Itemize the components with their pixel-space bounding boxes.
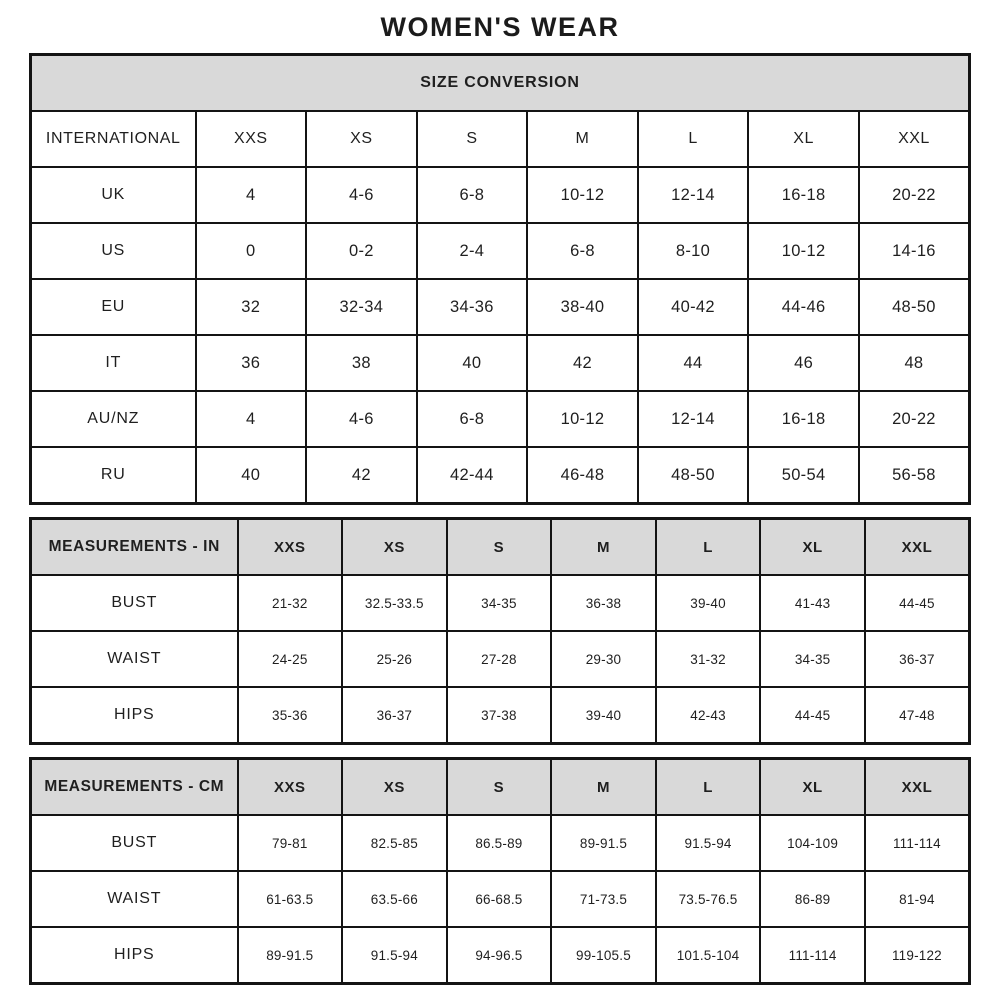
value-cell: 40-42 xyxy=(638,279,749,335)
value-cell: 36 xyxy=(196,335,307,391)
value-cell: 36-37 xyxy=(865,631,970,687)
value-cell: 4 xyxy=(196,391,307,447)
value-cell: 16-18 xyxy=(748,391,859,447)
page-title: WOMEN'S WEAR xyxy=(380,12,620,42)
value-cell: 89-91.5 xyxy=(551,815,656,871)
size-column-header: XL xyxy=(748,111,859,167)
value-cell: 35-36 xyxy=(238,687,343,744)
table-row xyxy=(31,391,970,447)
value-cell: 20-22 xyxy=(859,167,970,223)
size-column-header: XXL xyxy=(865,759,970,816)
value-cell: 56-58 xyxy=(859,447,970,504)
size-column-header: L xyxy=(638,111,749,167)
value-cell: 61-63.5 xyxy=(238,871,343,927)
row-label: WAIST xyxy=(31,631,238,687)
value-cell: 40 xyxy=(417,335,528,391)
measurements-in-table xyxy=(29,517,971,745)
row-label: AU/NZ xyxy=(31,391,196,447)
value-cell: 111-114 xyxy=(760,927,865,984)
size-conversion-table xyxy=(29,53,971,505)
measurements-cm-header-label: MEASUREMENTS - CM xyxy=(31,759,238,816)
measurements-cm-header-row xyxy=(31,759,970,816)
value-cell: 32-34 xyxy=(306,279,417,335)
value-cell: 91.5-94 xyxy=(656,815,761,871)
row-label: US xyxy=(31,223,196,279)
value-cell: 8-10 xyxy=(638,223,749,279)
value-cell: 4-6 xyxy=(306,167,417,223)
row-label: IT xyxy=(31,335,196,391)
size-conversion-banner-row xyxy=(31,55,970,112)
value-cell: 119-122 xyxy=(865,927,970,984)
value-cell: 10-12 xyxy=(748,223,859,279)
value-cell: 25-26 xyxy=(342,631,447,687)
size-column-header: M xyxy=(551,519,656,576)
value-cell: 82.5-85 xyxy=(342,815,447,871)
size-column-header: M xyxy=(551,759,656,816)
size-column-header: XS xyxy=(342,519,447,576)
measurements-in-header-row xyxy=(31,519,970,576)
value-cell: 42-43 xyxy=(656,687,761,744)
size-column-header: M xyxy=(527,111,638,167)
size-column-header: S xyxy=(447,519,552,576)
table-row xyxy=(31,223,970,279)
value-cell: 48-50 xyxy=(638,447,749,504)
value-cell: 21-32 xyxy=(238,575,343,631)
row-label: BUST xyxy=(31,575,238,631)
size-column-header: XL xyxy=(760,759,865,816)
size-column-header: XXL xyxy=(859,111,970,167)
value-cell: 39-40 xyxy=(551,687,656,744)
size-column-header: XXS xyxy=(238,759,343,816)
size-column-header: S xyxy=(447,759,552,816)
table-row xyxy=(31,447,970,504)
value-cell: 29-30 xyxy=(551,631,656,687)
value-cell: 16-18 xyxy=(748,167,859,223)
size-column-header: XXS xyxy=(196,111,307,167)
table-row xyxy=(31,631,970,687)
value-cell: 66-68.5 xyxy=(447,871,552,927)
value-cell: 44-45 xyxy=(865,575,970,631)
measurements-cm-table xyxy=(29,757,971,985)
value-cell: 0-2 xyxy=(306,223,417,279)
value-cell: 36-38 xyxy=(551,575,656,631)
size-column-header: S xyxy=(417,111,528,167)
value-cell: 6-8 xyxy=(417,167,528,223)
value-cell: 4-6 xyxy=(306,391,417,447)
measurements-cm-table-host xyxy=(29,757,971,985)
value-cell: 27-28 xyxy=(447,631,552,687)
value-cell: 20-22 xyxy=(859,391,970,447)
value-cell: 34-35 xyxy=(760,631,865,687)
size-conversion-banner: SIZE CONVERSION xyxy=(31,55,970,112)
value-cell: 63.5-66 xyxy=(342,871,447,927)
value-cell: 42 xyxy=(306,447,417,504)
table-row xyxy=(31,687,970,744)
measurements-in-header-label: MEASUREMENTS - IN xyxy=(31,519,238,576)
table-row xyxy=(31,167,970,223)
value-cell: 38 xyxy=(306,335,417,391)
row-label: HIPS xyxy=(31,687,238,744)
value-cell: 44-46 xyxy=(748,279,859,335)
value-cell: 111-114 xyxy=(865,815,970,871)
table-row xyxy=(31,335,970,391)
value-cell: 86-89 xyxy=(760,871,865,927)
size-chart-sheet xyxy=(29,0,971,985)
value-cell: 81-94 xyxy=(865,871,970,927)
value-cell: 31-32 xyxy=(656,631,761,687)
value-cell: 40 xyxy=(196,447,307,504)
value-cell: 4 xyxy=(196,167,307,223)
value-cell: 32.5-33.5 xyxy=(342,575,447,631)
value-cell: 2-4 xyxy=(417,223,528,279)
value-cell: 99-105.5 xyxy=(551,927,656,984)
row-label: RU xyxy=(31,447,196,504)
size-column-header: XXL xyxy=(865,519,970,576)
value-cell: 101.5-104 xyxy=(656,927,761,984)
size-column-header: XL xyxy=(760,519,865,576)
row-label: WAIST xyxy=(31,871,238,927)
value-cell: 12-14 xyxy=(638,167,749,223)
value-cell: 36-37 xyxy=(342,687,447,744)
value-cell: 46-48 xyxy=(527,447,638,504)
table-row xyxy=(31,927,970,984)
value-cell: 86.5-89 xyxy=(447,815,552,871)
value-cell: 44-45 xyxy=(760,687,865,744)
value-cell: 47-48 xyxy=(865,687,970,744)
value-cell: 44 xyxy=(638,335,749,391)
row-label: BUST xyxy=(31,815,238,871)
value-cell: 38-40 xyxy=(527,279,638,335)
value-cell: 42-44 xyxy=(417,447,528,504)
table-row xyxy=(31,279,970,335)
value-cell: 50-54 xyxy=(748,447,859,504)
value-cell: 6-8 xyxy=(417,391,528,447)
size-column-header: L xyxy=(656,759,761,816)
value-cell: 104-109 xyxy=(760,815,865,871)
size-conversion-header-label: INTERNATIONAL xyxy=(31,111,196,167)
value-cell: 46 xyxy=(748,335,859,391)
value-cell: 79-81 xyxy=(238,815,343,871)
value-cell: 39-40 xyxy=(656,575,761,631)
size-column-header: XS xyxy=(306,111,417,167)
value-cell: 48-50 xyxy=(859,279,970,335)
value-cell: 91.5-94 xyxy=(342,927,447,984)
value-cell: 94-96.5 xyxy=(447,927,552,984)
value-cell: 37-38 xyxy=(447,687,552,744)
value-cell: 6-8 xyxy=(527,223,638,279)
value-cell: 34-36 xyxy=(417,279,528,335)
size-column-header: L xyxy=(656,519,761,576)
table-row xyxy=(31,815,970,871)
value-cell: 0 xyxy=(196,223,307,279)
size-column-header: XS xyxy=(342,759,447,816)
size-conversion-table-host xyxy=(29,53,971,505)
row-label: EU xyxy=(31,279,196,335)
value-cell: 41-43 xyxy=(760,575,865,631)
value-cell: 10-12 xyxy=(527,391,638,447)
value-cell: 73.5-76.5 xyxy=(656,871,761,927)
size-conversion-header-row xyxy=(31,111,970,167)
measurements-in-table-host xyxy=(29,517,971,745)
row-label: UK xyxy=(31,167,196,223)
table-row xyxy=(31,871,970,927)
value-cell: 32 xyxy=(196,279,307,335)
value-cell: 71-73.5 xyxy=(551,871,656,927)
value-cell: 34-35 xyxy=(447,575,552,631)
value-cell: 14-16 xyxy=(859,223,970,279)
value-cell: 89-91.5 xyxy=(238,927,343,984)
value-cell: 42 xyxy=(527,335,638,391)
value-cell: 12-14 xyxy=(638,391,749,447)
size-column-header: XXS xyxy=(238,519,343,576)
row-label: HIPS xyxy=(31,927,238,984)
value-cell: 24-25 xyxy=(238,631,343,687)
value-cell: 10-12 xyxy=(527,167,638,223)
table-row xyxy=(31,575,970,631)
value-cell: 48 xyxy=(859,335,970,391)
